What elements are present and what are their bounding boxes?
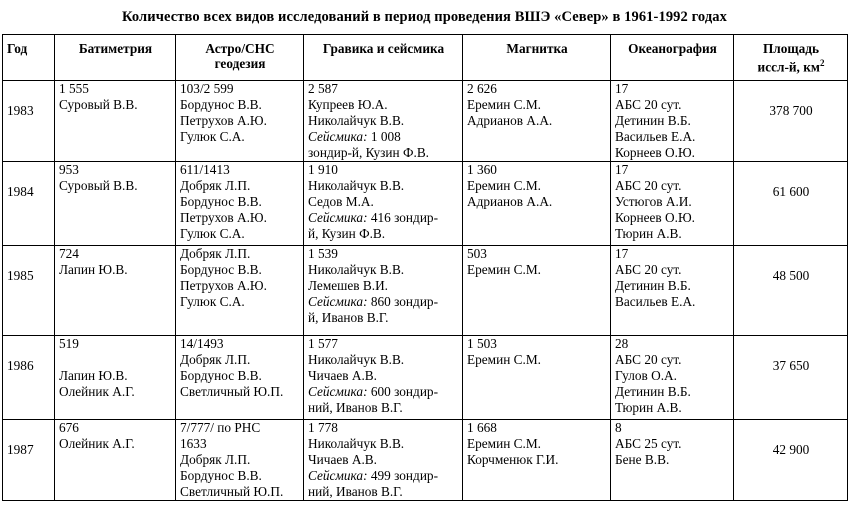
magnetics-cell (463, 246, 611, 336)
magnetics-line: 1 360 (467, 162, 497, 177)
oceanography-line: АБС 20 сут. (615, 178, 682, 193)
gravity-seismic-cell (304, 336, 463, 420)
header-area-line2 (738, 56, 844, 74)
astro-line: 103/2 599 (180, 81, 234, 96)
area-cell: 37 650 (734, 336, 848, 420)
table-row (3, 246, 848, 336)
astro-line: 7/777/ по РНС (180, 420, 261, 435)
magnetics-cell (463, 420, 611, 501)
gravity-line: Чичаев А.В. (308, 452, 377, 467)
magnetics-cell (463, 162, 611, 246)
seismic-value: 416 зондир- (367, 210, 439, 225)
seismic-line (308, 210, 459, 226)
bathymetry-line: Лапин Ю.В. (59, 368, 128, 383)
magnetics-line: Еремин С.М. (467, 178, 541, 193)
seismic-label: Сейсмика: (308, 468, 368, 483)
magnetics-line: 2 626 (467, 81, 497, 96)
gravity-line: 1 778 (308, 420, 338, 435)
seismic-line (308, 384, 459, 400)
header-area-line1: Площадь (762, 41, 820, 56)
magnetics-line: 1 668 (467, 420, 497, 435)
seismic-line: й, Иванов В.Г. (308, 310, 389, 325)
table-title: Количество всех видов исследований в период проведения ВШЭ «Север» в 1961-1992 годах (122, 9, 727, 25)
oceanography-line: Детинин В.Б. (615, 278, 691, 293)
astro-cell (176, 81, 304, 162)
year-cell: 1987 (3, 420, 55, 501)
seismic-line: ний, Иванов В.Г. (308, 484, 403, 499)
gravity-seismic-cell (304, 420, 463, 501)
astro-cell (176, 162, 304, 246)
oceanography-line: Бене В.В. (615, 452, 670, 467)
seismic-value: 600 зондир- (367, 384, 439, 399)
oceanography-cell (611, 81, 734, 162)
gravity-line: 1 539 (308, 246, 338, 261)
astro-line: Гулюк С.А. (180, 129, 245, 144)
area-cell: 61 600 (734, 162, 848, 246)
seismic-label: Сейсмика: (308, 294, 368, 309)
oceanography-line: Тюрин А.В. (615, 400, 682, 415)
oceanography-line: АБС 25 сут. (615, 436, 682, 451)
astro-cell (176, 246, 304, 336)
oceanography-line: Детинин В.Б. (615, 113, 691, 128)
header-astro-line1: Астро/СНС (205, 41, 275, 56)
header-year: Год (3, 35, 55, 81)
oceanography-line: Устюгов А.И. (615, 194, 692, 209)
gravity-line: Чичаев А.В. (308, 368, 377, 383)
seismic-line: зондир-й, Кузин Ф.В. (308, 145, 430, 160)
astro-line: Бордунос В.В. (180, 368, 262, 383)
oceanography-line: АБС 20 сут. (615, 262, 682, 277)
bathymetry-line: Лапин Ю.В. (59, 262, 128, 277)
magnetics-line: Еремин С.М. (467, 97, 541, 112)
bathymetry-cell (55, 162, 176, 246)
oceanography-line: 17 (615, 162, 629, 177)
bathymetry-line: Суровый В.В. (59, 178, 138, 193)
gravity-line: Николайчук В.В. (308, 262, 405, 277)
year-cell: 1983 (3, 81, 55, 162)
oceanography-cell (611, 336, 734, 420)
bathymetry-line: Олейник А.Г. (59, 436, 135, 451)
magnetics-line: 503 (467, 246, 487, 261)
magnetics-cell (463, 336, 611, 420)
bathymetry-cell (55, 81, 176, 162)
astro-line: Гулюк С.А. (180, 294, 245, 309)
year-cell: 1984 (3, 162, 55, 246)
bathymetry-line: Суровый В.В. (59, 97, 138, 112)
astro-line: Добряк Л.П. (180, 452, 251, 467)
header-astro-line2: геодезия (214, 56, 266, 71)
magnetics-line: Адрианов А.А. (467, 194, 553, 209)
astro-line: Бордунос В.В. (180, 468, 262, 483)
bathymetry-line (59, 352, 172, 368)
oceanography-line: Корнеев О.Ю. (615, 145, 695, 160)
oceanography-line: АБС 20 сут. (615, 97, 682, 112)
year-cell: 1985 (3, 246, 55, 336)
astro-line: Добряк Л.П. (180, 246, 251, 261)
gravity-line: 1 910 (308, 162, 338, 177)
seismic-label: Сейсмика: (308, 129, 368, 144)
gravity-line: Седов М.А. (308, 194, 374, 209)
header-area (734, 35, 848, 81)
astro-line: Бордунос В.В. (180, 97, 262, 112)
oceanography-cell (611, 420, 734, 501)
header-astro (176, 35, 304, 81)
astro-cell (176, 420, 304, 501)
oceanography-line: 17 (615, 246, 629, 261)
astro-line: Петрухов А.Ю. (180, 210, 267, 225)
gravity-line: Николайчук В.В. (308, 352, 405, 367)
gravity-line: 1 577 (308, 336, 338, 351)
oceanography-line: Корнеев О.Ю. (615, 210, 695, 225)
header-area-unit: иссл-й, км (757, 59, 820, 75)
bathymetry-line: Олейник А.Г. (59, 384, 135, 399)
astro-line: Бордунос В.В. (180, 262, 262, 277)
seismic-line (308, 129, 459, 145)
table-row (3, 420, 848, 501)
oceanography-line: Васильев Е.А. (615, 294, 696, 309)
area-cell: 42 900 (734, 420, 848, 501)
magnetics-line: 1 503 (467, 336, 497, 351)
oceanography-line: 17 (615, 81, 629, 96)
oceanography-line: Детинин В.Б. (615, 384, 691, 399)
gravity-seismic-cell (304, 246, 463, 336)
seismic-value: 1 008 (367, 129, 401, 144)
seismic-label: Сейсмика: (308, 210, 368, 225)
astro-line: Светличный Ю.П. (180, 484, 284, 499)
gravity-line: Николайчук В.В. (308, 178, 405, 193)
magnetics-line: Адрианов А.А. (467, 113, 553, 128)
seismic-value: 499 зондир- (367, 468, 439, 483)
oceanography-line: АБС 20 сут. (615, 352, 682, 367)
header-gravity: Гравика и сейсмика (304, 35, 463, 81)
magnetics-line: Еремин С.М. (467, 352, 541, 367)
seismic-line: ний, Иванов В.Г. (308, 400, 403, 415)
table-body (3, 81, 848, 501)
bathymetry-line: 953 (59, 162, 79, 177)
header-oceanography: Океанография (611, 35, 734, 81)
magnetics-line: Корчменюк Г.И. (467, 452, 559, 467)
header-row (3, 35, 848, 81)
header-bathymetry: Батиметрия (55, 35, 176, 81)
astro-line: 1633 (180, 436, 207, 451)
gravity-seismic-cell (304, 81, 463, 162)
oceanography-line: 28 (615, 336, 629, 351)
table-row (3, 81, 848, 162)
seismic-label: Сейсмика: (308, 384, 368, 399)
seismic-value: 860 зондир- (367, 294, 439, 309)
bathymetry-cell (55, 420, 176, 501)
seismic-line (308, 468, 459, 484)
astro-line: Гулюк С.А. (180, 226, 245, 241)
astro-line: Светличный Ю.П. (180, 384, 284, 399)
gravity-line: Купреев Ю.А. (308, 97, 388, 112)
oceanography-cell (611, 162, 734, 246)
bathymetry-cell (55, 246, 176, 336)
astro-line: 611/1413 (180, 162, 230, 177)
header-magnetics: Магнитка (463, 35, 611, 81)
magnetics-line: Еремин С.М. (467, 436, 541, 451)
table-row (3, 336, 848, 420)
astro-line: Бордунос В.В. (180, 194, 262, 209)
astro-line: 14/1493 (180, 336, 224, 351)
gravity-line: 2 587 (308, 81, 338, 96)
astro-line: Петрухов А.Ю. (180, 278, 267, 293)
bathymetry-cell (55, 336, 176, 420)
area-cell: 378 700 (734, 81, 848, 162)
bathymetry-line: 1 555 (59, 81, 89, 96)
oceanography-line: Тюрин А.В. (615, 226, 682, 241)
astro-line: Добряк Л.П. (180, 352, 251, 367)
seismic-line: й, Кузин Ф.В. (308, 226, 386, 241)
year-cell: 1986 (3, 336, 55, 420)
bathymetry-line: 724 (59, 246, 79, 261)
area-cell: 48 500 (734, 246, 848, 336)
oceanography-line: Гулов О.А. (615, 368, 677, 383)
oceanography-line: Васильев Е.А. (615, 129, 696, 144)
bathymetry-line: 676 (59, 420, 79, 435)
header-area-sup: 2 (819, 58, 825, 68)
research-table (2, 34, 848, 501)
gravity-line: Николайчук В.В. (308, 113, 405, 128)
astro-line: Петрухов А.Ю. (180, 113, 267, 128)
gravity-seismic-cell (304, 162, 463, 246)
magnetics-cell (463, 81, 611, 162)
magnetics-line: Еремин С.М. (467, 262, 541, 277)
gravity-line: Лемешев В.И. (308, 278, 389, 293)
astro-line: Добряк Л.П. (180, 178, 251, 193)
seismic-line (308, 294, 459, 310)
gravity-line: Николайчук В.В. (308, 436, 405, 451)
bathymetry-line: 519 (59, 336, 79, 351)
oceanography-cell (611, 246, 734, 336)
table-row (3, 162, 848, 246)
oceanography-line: 8 (615, 420, 622, 435)
astro-cell (176, 336, 304, 420)
